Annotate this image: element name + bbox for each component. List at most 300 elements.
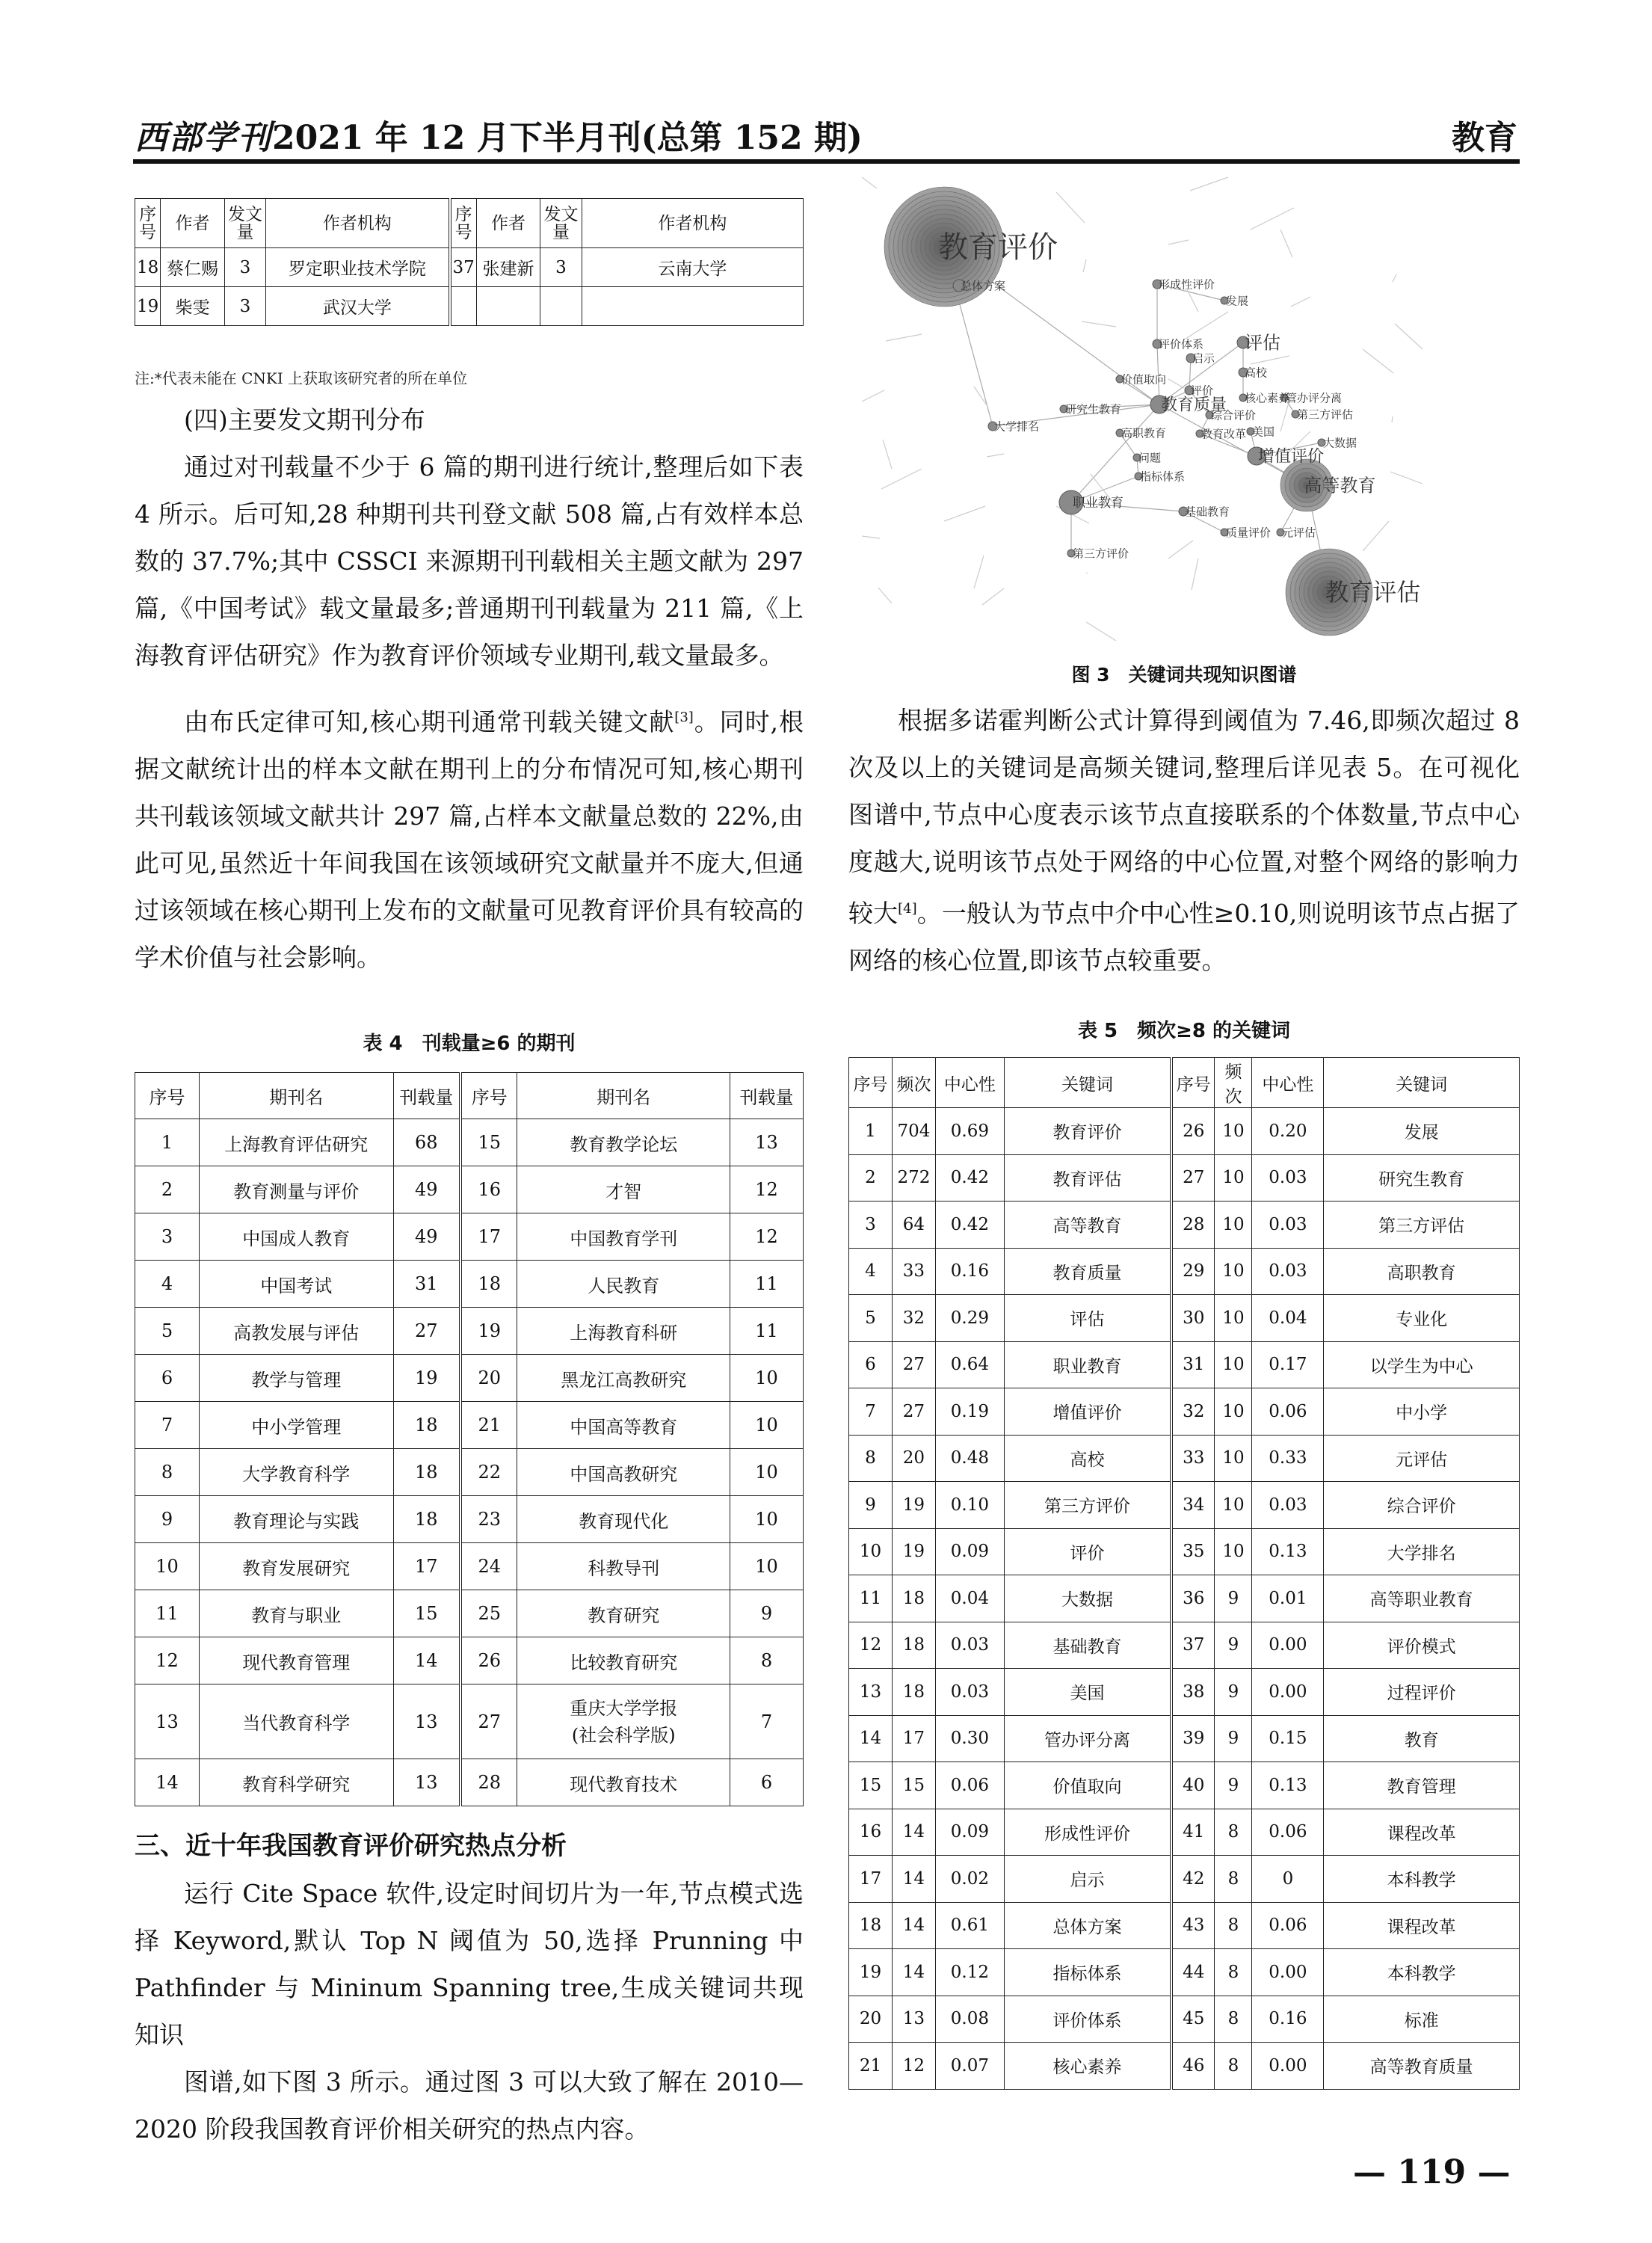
table-cell: 9 xyxy=(1215,1669,1252,1716)
table-cell: 0.13 xyxy=(1252,1528,1324,1575)
table-cell: 8 xyxy=(1215,2043,1252,2090)
table-cell: 14 xyxy=(892,1856,935,1903)
keyword-label: 教育评估 xyxy=(1325,578,1421,607)
table-cell: 10 xyxy=(730,1496,804,1543)
table-cell: 10 xyxy=(1215,1248,1252,1295)
table-cell: 罗定职业技术学院 xyxy=(266,248,450,287)
table-row xyxy=(135,1637,804,1684)
table-cell: 0.00 xyxy=(1252,1949,1324,1996)
body-text-left xyxy=(135,443,804,981)
table-cell: 9 xyxy=(730,1590,804,1637)
table-cell: 46 xyxy=(1171,2043,1215,2090)
table-cell: 3 xyxy=(224,248,266,287)
table-cell: 现代教育管理 xyxy=(199,1637,393,1684)
table-cell: 职业教育 xyxy=(1004,1341,1171,1388)
table-cell: 11 xyxy=(730,1261,804,1308)
table-row xyxy=(849,1295,1520,1342)
table-cell: 0.07 xyxy=(935,2043,1004,2090)
table-cell: 课程改革 xyxy=(1324,1809,1520,1856)
table-cell: 0.13 xyxy=(1252,1762,1324,1809)
table-cell: 27 xyxy=(393,1308,460,1355)
table-cell: 4 xyxy=(849,1248,893,1295)
keyword-label: 大数据 xyxy=(1323,436,1357,450)
table-cell: 0.42 xyxy=(935,1154,1004,1202)
keyword-label: 核心素养 xyxy=(1245,391,1290,405)
header-cell: 关键词 xyxy=(1324,1058,1520,1108)
table-cell: 2 xyxy=(849,1154,893,1202)
table-cell: 比较教育研究 xyxy=(517,1637,730,1684)
table-cell: 教育评估 xyxy=(1004,1154,1171,1202)
table-cell: 18 xyxy=(393,1496,460,1543)
table-cell: 16 xyxy=(849,1809,893,1856)
keyword-label: 评估 xyxy=(1245,332,1280,354)
table-cell: 0.61 xyxy=(935,1902,1004,1949)
table-cell: 大学教育科学 xyxy=(199,1449,393,1496)
table-cell: 11 xyxy=(849,1575,893,1622)
table-cell: 指标体系 xyxy=(1004,1949,1171,1996)
table-cell: 42 xyxy=(1171,1856,1215,1903)
table-cell: 0.06 xyxy=(935,1762,1004,1809)
table-cell: 教育质量 xyxy=(1004,1248,1171,1295)
table-cell: 发展 xyxy=(1324,1108,1520,1155)
table-cell: 34 xyxy=(1171,1482,1215,1529)
table-cell: 以学生为中心 xyxy=(1324,1341,1520,1388)
keyword-label: 总体方案 xyxy=(961,279,1006,293)
table-row xyxy=(135,1166,804,1213)
table-note: 注:*代表未能在 CNKI 上获取该研究者的所在单位 xyxy=(135,369,468,387)
table-cell: 0.30 xyxy=(935,1715,1004,1762)
table-cell: 49 xyxy=(393,1166,460,1213)
table-cell: 22 xyxy=(460,1449,517,1496)
table-cell: 9 xyxy=(1215,1762,1252,1809)
table-row xyxy=(135,1684,804,1759)
table-cell: 32 xyxy=(1171,1388,1215,1436)
table-cell: 18 xyxy=(460,1261,517,1308)
table-cell: 2 xyxy=(135,1166,200,1213)
table-cell: 价值取向 xyxy=(1004,1762,1171,1809)
table-cell: 0.04 xyxy=(935,1575,1004,1622)
keyword-label: 增值评价 xyxy=(1258,447,1325,467)
table-row xyxy=(135,1496,804,1543)
table-row xyxy=(849,1435,1520,1482)
keyword-label: 启示 xyxy=(1192,351,1215,366)
table-cell: 综合评价 xyxy=(1324,1482,1520,1529)
table-cell: 评价体系 xyxy=(1004,1996,1171,2043)
table-cell: 张建新 xyxy=(476,248,540,287)
table-cell: 基础教育 xyxy=(1004,1622,1171,1669)
table-cell: 6 xyxy=(135,1355,200,1402)
table-cell: 10 xyxy=(135,1543,200,1590)
paragraph: 运行 Cite Space 软件,设定时间切片为一年,节点模式选择 Keyword,默认 Top N 阈值为 50,选择 Prunning 中 Pathfinder 与 Mininum Spanning tree,生成关键词共现知识 xyxy=(135,1879,804,2049)
table-cell: 中国高教研究 xyxy=(517,1449,730,1496)
keyword-label: 职业教育 xyxy=(1073,495,1124,511)
table-cell: 44 xyxy=(1171,1949,1215,1996)
table-cell: 10 xyxy=(1215,1295,1252,1342)
table-cell: 19 xyxy=(135,287,161,326)
table-cell: 高等教育质量 xyxy=(1324,2043,1520,2090)
keyword-label: 指标体系 xyxy=(1140,470,1186,484)
table-row xyxy=(135,287,804,326)
table-5-caption: 表 5 频次≥8 的关键词 xyxy=(1077,1020,1291,1042)
table-cell: 37 xyxy=(1171,1622,1215,1669)
table-cell: 17 xyxy=(460,1213,517,1261)
header-cell: 刊载量 xyxy=(730,1073,804,1119)
table-cell: 18 xyxy=(892,1575,935,1622)
table-row xyxy=(135,1119,804,1166)
table-cell: 13 xyxy=(393,1759,460,1806)
table-row xyxy=(135,248,804,287)
journal-subtitle: (社会科学版) xyxy=(571,1724,676,1746)
table-cell: 上海教育科研 xyxy=(517,1308,730,1355)
table-cell: 15 xyxy=(849,1762,893,1809)
keyword-label: 质量评价 xyxy=(1226,526,1272,540)
table-row xyxy=(849,1856,1520,1903)
table-cell: 10 xyxy=(730,1355,804,1402)
table-cell: 评价 xyxy=(1004,1528,1171,1575)
table-row xyxy=(849,1341,1520,1388)
table-cell: 0.20 xyxy=(1252,1108,1324,1155)
table-cell: 704 xyxy=(892,1108,935,1155)
table-cell xyxy=(476,287,540,326)
table-cell: 13 xyxy=(393,1684,460,1759)
table-cell: 30 xyxy=(1171,1295,1215,1342)
header-cell: 期刊名 xyxy=(199,1073,393,1119)
table-cell: 45 xyxy=(1171,1996,1215,2043)
table-cell: 272 xyxy=(892,1154,935,1202)
table-cell: 36 xyxy=(1171,1575,1215,1622)
table-cell: 教育 xyxy=(1324,1715,1520,1762)
table-cell: 18 xyxy=(393,1449,460,1496)
header-cell: 作者机构 xyxy=(266,199,450,248)
keyword-label: 教育质量 xyxy=(1161,396,1227,415)
table-cell: 教育评价 xyxy=(1004,1108,1171,1155)
keyword-label: 元评估 xyxy=(1282,526,1316,540)
table-cell: 10 xyxy=(1215,1154,1252,1202)
header-cell: 序号 xyxy=(135,199,161,248)
keyword-label: 价值取向 xyxy=(1121,372,1167,387)
table-cell: 10 xyxy=(1215,1341,1252,1388)
section-label: 教育 xyxy=(1452,119,1517,157)
table-cell: 云南大学 xyxy=(582,248,803,287)
table-4 xyxy=(135,1072,804,1806)
issue-info: 2021 年 12 月下半月刊(总第 152 期) xyxy=(272,119,863,157)
table-cell xyxy=(582,287,803,326)
table-cell: 才智 xyxy=(517,1166,730,1213)
table-cell: 高等职业教育 xyxy=(1324,1575,1520,1622)
table-cell: 20 xyxy=(849,1996,893,2043)
table-cell: 18 xyxy=(892,1622,935,1669)
keyword-label: 研究生教育 xyxy=(1065,402,1122,416)
table-cell: 研究生教育 xyxy=(1324,1154,1520,1202)
table-cell: 39 xyxy=(1171,1715,1215,1762)
table-cell: 元评估 xyxy=(1324,1435,1520,1482)
table-cell: 43 xyxy=(1171,1902,1215,1949)
keyword-label: 高职教育 xyxy=(1121,426,1167,440)
table-cell: 总体方案 xyxy=(1004,1902,1171,1949)
table-row xyxy=(849,1949,1520,1996)
table-cell: 19 xyxy=(393,1355,460,1402)
table-cell: 49 xyxy=(393,1213,460,1261)
table-cell: 教育研究 xyxy=(517,1590,730,1637)
table-cell: 形成性评价 xyxy=(1004,1809,1171,1856)
paragraph: 根据多诺霍判断公式计算得到阈值为 7.46,即频次超过 8 次及以上的关键词是高频关键词,整理后详见表 5。在可视化图谱中,节点中心度表示该节点直接联系的个体数量,节点中心度越大,说明该节点处于网络的中心位置,对整个网络的影响力较大[4]。一般认为节点中介中心性≥0.10,则说明该节点占据了网络的核心位置,即该节点较重要。 xyxy=(848,706,1520,975)
table-cell: 中国教育学刊 xyxy=(517,1213,730,1261)
table-cell: 0.64 xyxy=(935,1341,1004,1388)
header-cell: 作者 xyxy=(161,199,224,248)
header-rule xyxy=(133,159,1520,164)
table-cell: 8 xyxy=(730,1637,804,1684)
table-cell: 0.29 xyxy=(935,1295,1004,1342)
table-cell: 13 xyxy=(892,1996,935,2043)
table-cell: 0.09 xyxy=(935,1528,1004,1575)
table-cell: 科教导刊 xyxy=(517,1543,730,1590)
header-cell: 序号 xyxy=(1171,1058,1215,1108)
table-4-caption: 表 4 刊载量≥6 的期刊 xyxy=(363,1033,576,1055)
table-cell: 高等教育 xyxy=(1004,1202,1171,1249)
table-cell: 25 xyxy=(460,1590,517,1637)
table-cell: 33 xyxy=(1171,1435,1215,1482)
table-cell: 0.01 xyxy=(1252,1575,1324,1622)
table-cell: 31 xyxy=(393,1261,460,1308)
table-cell: 教育测量与评价 xyxy=(199,1166,393,1213)
table-row xyxy=(849,1669,1520,1716)
table-cell: 大数据 xyxy=(1004,1575,1171,1622)
table-cell: 0.09 xyxy=(935,1809,1004,1856)
table-cell: 增值评价 xyxy=(1004,1388,1171,1436)
table-cell: 18 xyxy=(393,1402,460,1449)
table-cell: 5 xyxy=(135,1308,200,1355)
table-cell: 武汉大学 xyxy=(266,287,450,326)
table-row xyxy=(135,1402,804,1449)
table-cell: 0.48 xyxy=(935,1435,1004,1482)
header-cell: 发文量 xyxy=(540,199,582,248)
table-cell: 29 xyxy=(1171,1248,1215,1295)
table-cell: 8 xyxy=(135,1449,200,1496)
table-cell: 0.03 xyxy=(1252,1154,1324,1202)
table-cell: 0.00 xyxy=(1252,1669,1324,1716)
table-cell: 17 xyxy=(892,1715,935,1762)
table-cell: 0.10 xyxy=(935,1482,1004,1529)
table-cell: 32 xyxy=(892,1295,935,1342)
keyword-label: 大学排名 xyxy=(994,419,1040,434)
table-cell: 10 xyxy=(1215,1482,1252,1529)
header-cell: 频次 xyxy=(1215,1058,1252,1108)
table-cell: 19 xyxy=(849,1949,893,1996)
table-cell: 6 xyxy=(849,1341,893,1388)
table-cell: 0.00 xyxy=(1252,2043,1324,2090)
table-cell: 中小学 xyxy=(1324,1388,1520,1436)
keyword-label: 教育改革 xyxy=(1201,427,1247,441)
table-cell: 0.12 xyxy=(935,1949,1004,1996)
table-cell: 33 xyxy=(892,1248,935,1295)
table-header-row xyxy=(135,199,804,248)
table-row xyxy=(849,1482,1520,1529)
keyword-label: 基础教育 xyxy=(1185,505,1230,519)
page-number: — 119 — xyxy=(1353,2153,1511,2191)
table-cell: 64 xyxy=(892,1202,935,1249)
table-cell: 大学排名 xyxy=(1324,1528,1520,1575)
table-header-row xyxy=(135,1073,804,1119)
table-cell: 10 xyxy=(1215,1528,1252,1575)
table-cell: 管办评分离 xyxy=(1004,1715,1171,1762)
table-row xyxy=(849,1108,1520,1155)
header-cell: 序号 xyxy=(849,1058,893,1108)
paragraph: 由布氏定律可知,核心期刊通常刊载关键文献[3]。同时,根据文献统计出的样本文献在期刊上的分布情况可知,核心期刊共刊载该领域文献共计 297 篇,占样本文献量总数的 22%,由此可见,虽然近十年间我国在该领域研究文献量并不庞大,但通过该领域在核心期刊上发布的文献量可见教育评价具有较高的学术价值与社会影响。 xyxy=(135,707,804,972)
table-cell: 0.17 xyxy=(1252,1341,1324,1388)
table-cell: 课程改革 xyxy=(1324,1902,1520,1949)
table-cell: 38 xyxy=(1171,1669,1215,1716)
table-cell: 28 xyxy=(1171,1202,1215,1249)
table-cell: 20 xyxy=(892,1435,935,1482)
header-cell: 序号 xyxy=(450,199,477,248)
table-cell: 0.04 xyxy=(1252,1295,1324,1342)
table-cell: 高教发展与评估 xyxy=(199,1308,393,1355)
table-row xyxy=(849,1622,1520,1669)
keyword-label: 评价 xyxy=(1191,384,1214,398)
table-cell: 12 xyxy=(730,1213,804,1261)
table-cell: 评价模式 xyxy=(1324,1622,1520,1669)
body-text-right xyxy=(848,697,1520,984)
table-cell: 41 xyxy=(1171,1809,1215,1856)
table-row xyxy=(135,1308,804,1355)
table-cell: 13 xyxy=(849,1669,893,1716)
table-cell: 标准 xyxy=(1324,1996,1520,2043)
table-row xyxy=(135,1590,804,1637)
table-row xyxy=(849,2043,1520,2090)
table-cell: 15 xyxy=(460,1119,517,1166)
table-cell: 0.03 xyxy=(1252,1248,1324,1295)
table-cell: 14 xyxy=(849,1715,893,1762)
header-cell: 中心性 xyxy=(935,1058,1004,1108)
header-cell: 频次 xyxy=(892,1058,935,1108)
table-cell: 9 xyxy=(1215,1622,1252,1669)
table-cell: 11 xyxy=(730,1308,804,1355)
keyword-label: 高校 xyxy=(1245,366,1268,380)
table-cell: 重庆大学学报 (社会科学版) xyxy=(517,1684,730,1759)
section-3-title: 三、近十年我国教育评价研究热点分析 xyxy=(135,1831,567,1861)
table-cell: 19 xyxy=(460,1308,517,1355)
table-cell: 8 xyxy=(1215,1856,1252,1903)
table-cell: 9 xyxy=(849,1482,893,1529)
table-cell xyxy=(540,287,582,326)
table-cell: 高职教育 xyxy=(1324,1248,1520,1295)
table-cell: 10 xyxy=(730,1543,804,1590)
table-cell: 中国成人教育 xyxy=(199,1213,393,1261)
keyword-label: 评价体系 xyxy=(1159,337,1204,351)
table-cell: 8 xyxy=(849,1435,893,1482)
table-row xyxy=(849,1902,1520,1949)
table-cell: 13 xyxy=(730,1119,804,1166)
table-cell: 9 xyxy=(1215,1575,1252,1622)
table-row xyxy=(849,1248,1520,1295)
table-cell: 美国 xyxy=(1004,1669,1171,1716)
section-4-title: (四)主要发文期刊分布 xyxy=(184,405,425,434)
table-cell: 27 xyxy=(460,1684,517,1759)
table-cell: 21 xyxy=(460,1402,517,1449)
table-cell: 0.02 xyxy=(935,1856,1004,1903)
table-cell: 核心素养 xyxy=(1004,2043,1171,2090)
keyword-label: 管办评分离 xyxy=(1286,391,1343,405)
table-cell: 11 xyxy=(135,1590,200,1637)
table-cell: 24 xyxy=(460,1543,517,1590)
header-cell: 序号 xyxy=(460,1073,517,1119)
paragraph: 通过对刊载量不少于 6 篇的期刊进行统计,整理后如下表 4 所示。后可知,28 种期刊共刊登文献 508 篇,占有效样本总数的 37.7%;其中 CSSCI 来源期刊刊载相关主题文献为 297 篇,《中国考试》载文量最多;普通期刊刊载量为 211 篇,《上海教育评估研究》作为教育评价领域专业期刊,载文量最多。 xyxy=(135,452,804,670)
table-cell: 14 xyxy=(892,1902,935,1949)
table-cell: 12 xyxy=(849,1622,893,1669)
table-row xyxy=(849,1996,1520,2043)
table-cell: 18 xyxy=(135,248,161,287)
table-cell: 教育管理 xyxy=(1324,1762,1520,1809)
table-cell: 7 xyxy=(730,1684,804,1759)
table-cell: 5 xyxy=(849,1295,893,1342)
header-cell: 作者 xyxy=(476,199,540,248)
table-cell: 27 xyxy=(892,1341,935,1388)
table-cell: 0.16 xyxy=(1252,1996,1324,2043)
table-cell: 人民教育 xyxy=(517,1261,730,1308)
table-row xyxy=(849,1388,1520,1436)
table-cell: 0.16 xyxy=(935,1248,1004,1295)
table-cell: 本科教学 xyxy=(1324,1856,1520,1903)
table-cell: 13 xyxy=(135,1684,200,1759)
table-cell: 0.15 xyxy=(1252,1715,1324,1762)
table-cell: 0.08 xyxy=(935,1996,1004,2043)
table-cell: 0.03 xyxy=(935,1669,1004,1716)
table-cell: 27 xyxy=(1171,1154,1215,1202)
table-cell: 黑龙江高教研究 xyxy=(517,1355,730,1402)
table-cell: 10 xyxy=(730,1449,804,1496)
table-cell: 12 xyxy=(892,2043,935,2090)
table-cell: 0.19 xyxy=(935,1388,1004,1436)
body-text-cite xyxy=(135,1870,804,2153)
keyword-label: 美国 xyxy=(1252,425,1275,439)
table-cell: 0.03 xyxy=(1252,1482,1324,1529)
table-cell: 高校 xyxy=(1004,1435,1171,1482)
table-cell: 过程评价 xyxy=(1324,1669,1520,1716)
keyword-label: 教育评价 xyxy=(938,230,1058,265)
table-row xyxy=(135,1355,804,1402)
table-row xyxy=(135,1543,804,1590)
table-cell: 3 xyxy=(540,248,582,287)
header-cell: 关键词 xyxy=(1004,1058,1171,1108)
table-cell: 10 xyxy=(849,1528,893,1575)
table-cell: 教育科学研究 xyxy=(199,1759,393,1806)
table-cell: 教育与职业 xyxy=(199,1590,393,1637)
table-cell: 27 xyxy=(892,1388,935,1436)
header-cell: 期刊名 xyxy=(517,1073,730,1119)
citation: [4] xyxy=(898,901,917,917)
table-cell: 0.69 xyxy=(935,1108,1004,1155)
figure-3-caption: 图 3 关键词共现知识图谱 xyxy=(1071,664,1297,686)
running-header-left xyxy=(135,111,863,159)
table-cell: 0.42 xyxy=(935,1202,1004,1249)
table-cell: 柴雯 xyxy=(161,287,224,326)
table-cell: 14 xyxy=(892,1949,935,1996)
table-cell: 14 xyxy=(892,1809,935,1856)
table-cell: 16 xyxy=(460,1166,517,1213)
table-cell: 1 xyxy=(135,1119,200,1166)
table-cell: 第三方评估 xyxy=(1324,1202,1520,1249)
header-cell: 刊载量 xyxy=(393,1073,460,1119)
table-cell: 23 xyxy=(460,1496,517,1543)
table-cell: 评估 xyxy=(1004,1295,1171,1342)
table-cell: 18 xyxy=(892,1669,935,1716)
table-cell: 19 xyxy=(892,1528,935,1575)
keyword-cooccurrence-map xyxy=(862,173,1505,652)
table-cell: 1 xyxy=(849,1108,893,1155)
table-cell: 专业化 xyxy=(1324,1295,1520,1342)
table-5 xyxy=(848,1057,1520,2090)
table-cell: 15 xyxy=(892,1762,935,1809)
